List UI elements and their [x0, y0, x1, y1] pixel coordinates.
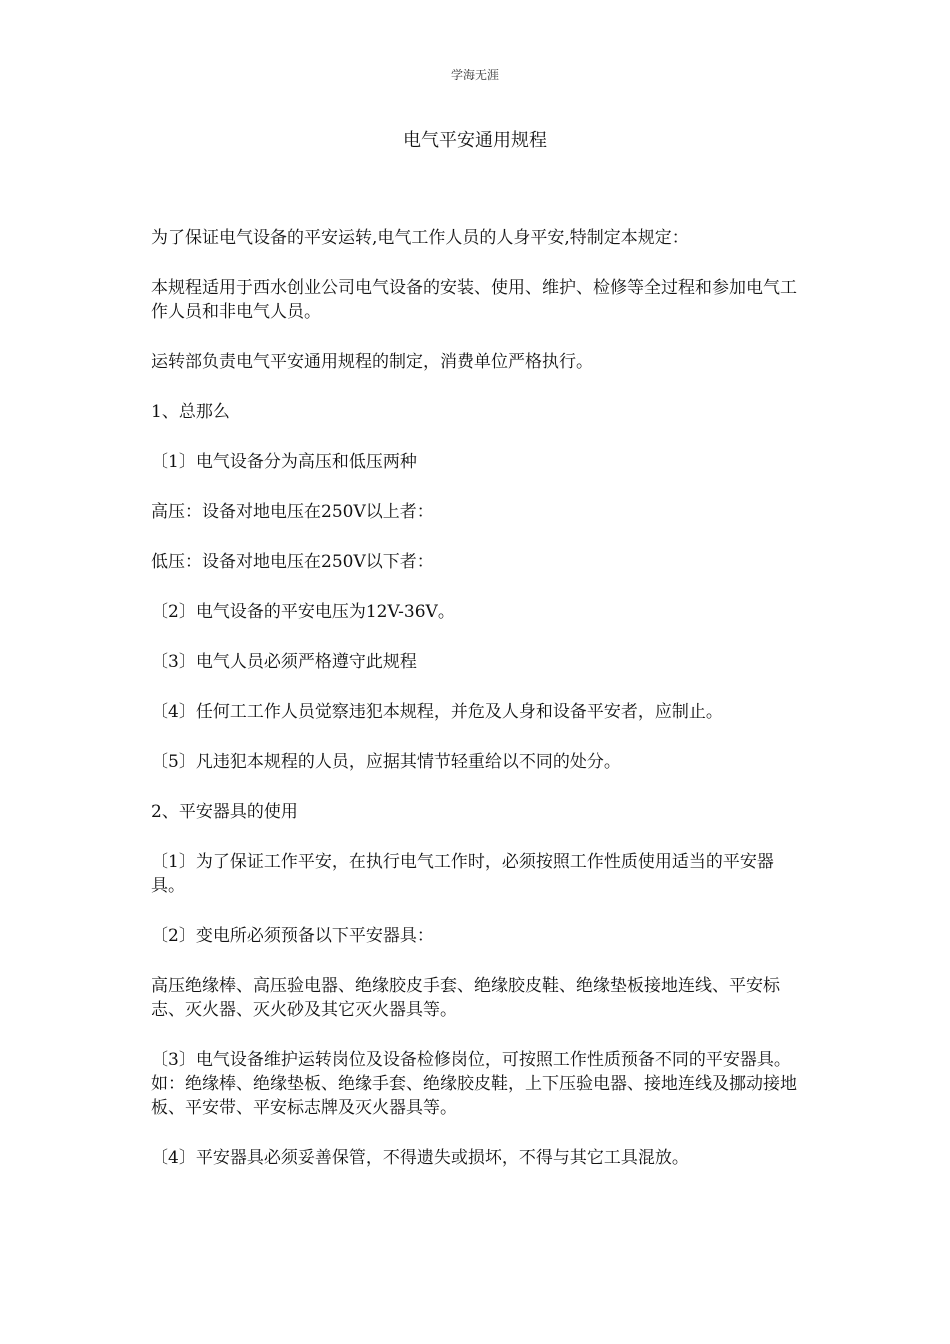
- paragraph-item-2-3: 〔3〕电气设备维护运转岗位及设备检修岗位，可按照工作性质预备不同的平安器具。如：绝缘棒、绝缘垫板、绝缘手套、绝缘胶皮鞋，上下压验电器、接地连线及挪动接地板、平安带、平安标志牌及灭火器具等。: [151, 1050, 797, 1118]
- section-heading-general: 1、总那么: [151, 402, 230, 422]
- paragraph-item-2-4: 〔4〕平安器具必须妥善保管，不得遗失或损坏，不得与其它工具混放。: [151, 1148, 689, 1168]
- paragraph-responsibility: 运转部负责电气平安通用规程的制定，消费单位严格执行。: [151, 352, 593, 372]
- paragraph-high-voltage: 高压：设备对地电压在250V以上者：: [151, 502, 434, 522]
- paragraph-item-1-3: 〔3〕电气人员必须严格遵守此规程: [151, 652, 417, 672]
- paragraph-low-voltage: 低压：设备对地电压在250V以下者：: [151, 552, 434, 572]
- paragraph-item-2-2: 〔2〕变电所必须预备以下平安器具：: [151, 926, 434, 946]
- paragraph-intro: 为了保证电气设备的平安运转,电气工作人员的人身平安,特制定本规定：: [151, 228, 689, 248]
- paragraph-item-1-5: 〔5〕凡违犯本规程的人员，应据其情节轻重给以不同的处分。: [151, 752, 621, 772]
- paragraph-tool-list: 高压绝缘棒、高压验电器、绝缘胶皮手套、绝缘胶皮鞋、绝缘垫板接地连线、平安标志、灭火器、灭火砂及其它灭火器具等。: [151, 976, 780, 1020]
- section-heading-safety-tools: 2、平安器具的使用: [151, 802, 298, 822]
- paragraph-item-1-2: 〔2〕电气设备的平安电压为12V-36V。: [151, 602, 455, 622]
- document-title: 电气平安通用规程: [403, 130, 547, 151]
- document-body: [151, 226, 801, 1196]
- paragraph-item-1-1: 〔1〕电气设备分为高压和低压两种: [151, 452, 417, 472]
- paragraph-item-2-1: 〔1〕为了保证工作平安，在执行电气工作时，必须按照工作性质使用适当的平安器具。: [151, 852, 774, 896]
- paragraph-item-1-4: 〔4〕任何工工作人员觉察违犯本规程，并危及人身和设备平安者，应制止。: [151, 702, 723, 722]
- page-header: 学海无涯: [450, 68, 499, 82]
- paragraph-scope: 本规程适用于西水创业公司电气设备的安装、使用、维护、检修等全过程和参加电气工作人员和非电气人员。: [151, 278, 797, 322]
